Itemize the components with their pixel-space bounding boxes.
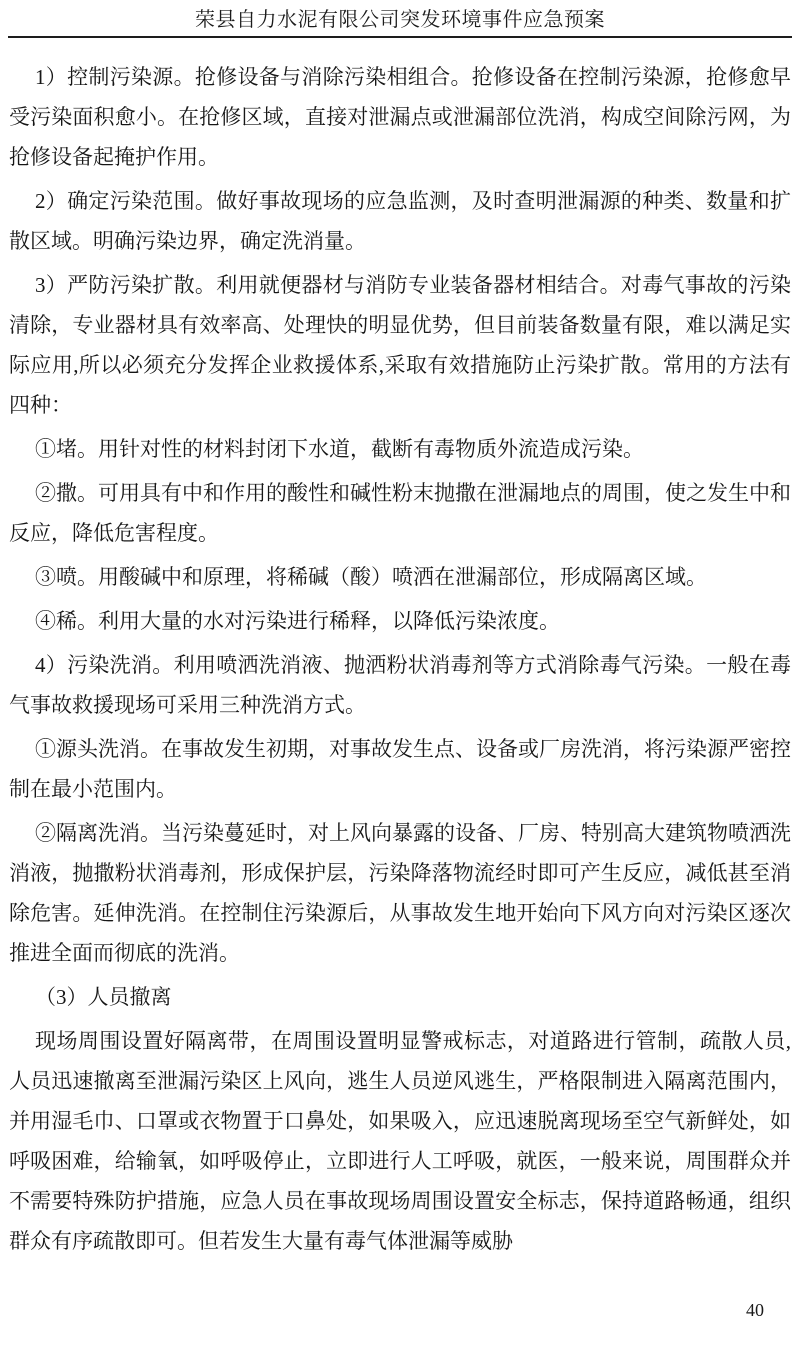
document-body	[0, 38, 800, 1261]
paragraph-prevent-pollution-spread: 3）严防污染扩散。利用就便器材与消防专业装备器材相结合。对毒气事故的污染清除，专业器材具有效率高、处理快的明显优势，但目前装备数量有限，难以满足实际应用,所以必须充分发挥企业救援体系,采取有效措施防止污染扩散。常用的方法有四种：	[9, 273, 791, 417]
paragraph-determine-pollution-range: 2）确定污染范围。做好事故现场的应急监测，及时查明泄漏源的种类、数量和扩散区域。明确污染边界，确定洗消量。	[9, 189, 791, 253]
section-heading-personnel-evacuation: （3）人员撤离	[35, 985, 172, 1009]
paragraph-method-scatter: ②撒。可用具有中和作用的酸性和碱性粉末抛撒在泄漏地点的周围，使之发生中和反应，降低危害程度。	[9, 481, 791, 545]
paragraph-method-block: ①堵。用针对性的材料封闭下水道，截断有毒物质外流造成污染。	[35, 437, 644, 461]
document-header	[8, 0, 792, 38]
paragraph-method-spray: ③喷。用酸碱中和原理，将稀碱（酸）喷洒在泄漏部位，形成隔离区域。	[35, 565, 707, 589]
paragraph-evacuation-procedures: 现场周围设置好隔离带，在周围设置明显警戒标志，对道路进行管制，疏散人员,人员迅速撤离至泄漏污染区上风向，逃生人员逆风逃生，严格限制进入隔离范围内，并用湿毛巾、口罩或衣物置于口鼻处，如果吸入，应迅速脱离现场至空气新鲜处，如呼吸困难，给输氧，如呼吸停止，立即进行人工呼吸，就医，一般来说，周围群众并不需要特殊防护措施，应急人员在事故现场周围设置安全标志，保持道路畅通，组织群众有序疏散即可。但若发生大量有毒气体泄漏等威胁	[9, 1029, 791, 1253]
paragraph-source-decontamination: ①源头洗消。在事故发生初期，对事故发生点、设备或厂房洗消，将污染源严密控制在最小范围内。	[9, 737, 791, 801]
page-number: 40	[746, 1300, 764, 1320]
paragraph-control-pollution-source: 1）控制污染源。抢修设备与消除污染相组合。抢修设备在控制污染源，抢修愈早受污染面积愈小。在抢修区域，直接对泄漏点或泄漏部位洗消，构成空间除污网，为抢修设备起掩护作用。	[9, 65, 791, 169]
paragraph-pollution-decontamination: 4）污染洗消。利用喷洒洗消液、抛洒粉状消毒剂等方式消除毒气污染。一般在毒气事故救援现场可采用三种洗消方式。	[9, 653, 791, 717]
document-header-title: 荣县自力水泥有限公司突发环境事件应急预案	[195, 9, 605, 31]
paragraph-method-dilute: ④稀。利用大量的水对污染进行稀释，以降低污染浓度。	[35, 609, 560, 633]
paragraph-isolation-decontamination: ②隔离洗消。当污染蔓延时，对上风向暴露的设备、厂房、特别高大建筑物喷洒洗消液，抛撒粉状消毒剂，形成保护层，污染降落物流经时即可产生反应，减低甚至消除危害。延伸洗消。在控制住污染源后，从事故发生地开始向下风方向对污染区逐次推进全面而彻底的洗消。	[9, 821, 791, 965]
